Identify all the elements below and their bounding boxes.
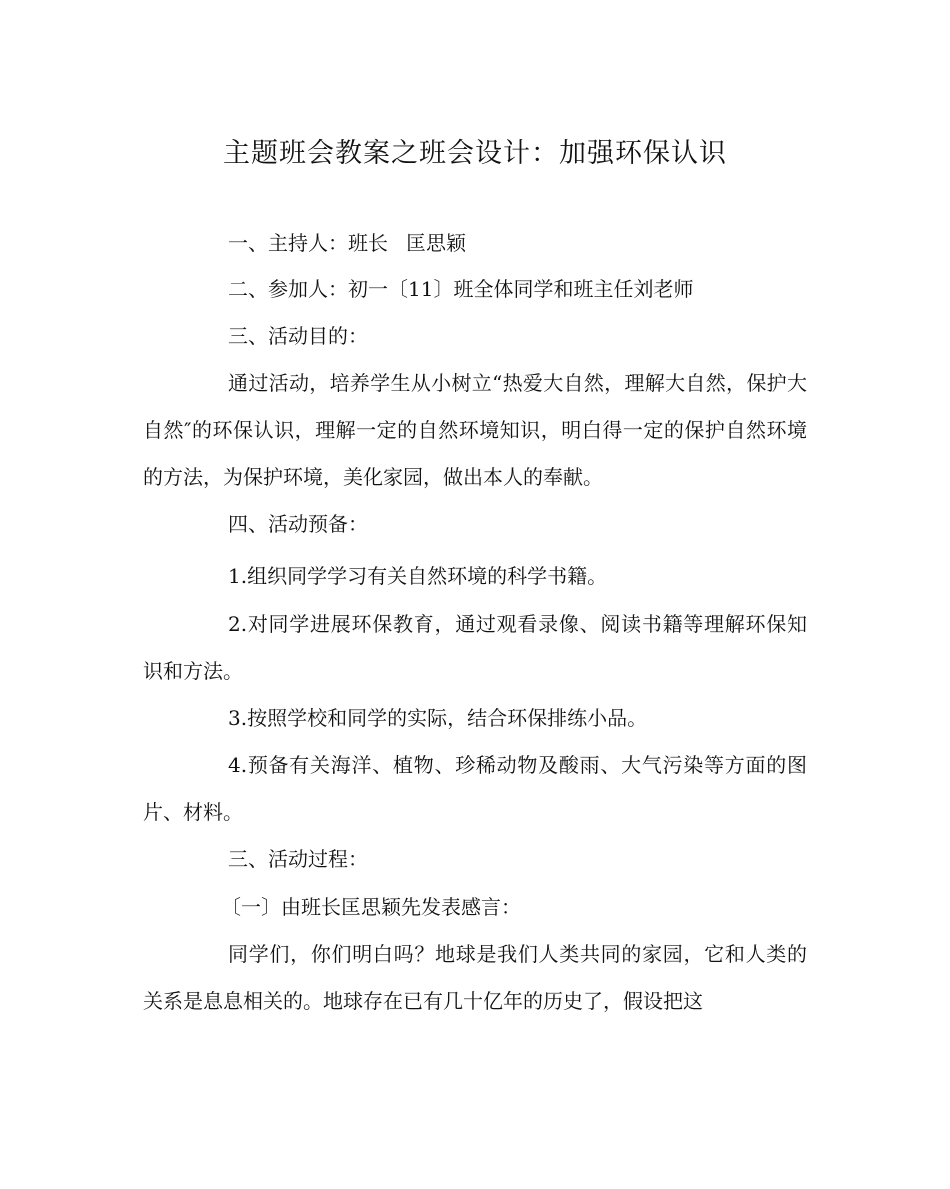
prep-item-1: 1.组织同学学习有关自然环境的科学书籍。 xyxy=(228,564,608,588)
host-name: 匡思颖 xyxy=(406,231,466,255)
host-line xyxy=(143,220,807,267)
process-sub-heading: 〔一〕由班长匡思颖先发表感言： xyxy=(221,895,521,919)
purpose-heading: 三、活动目的： xyxy=(228,324,368,348)
host-label: 一、主持人：班长 xyxy=(228,231,388,255)
prep-item-4: 4.预备有关海洋、植物、珍稀动物及酸雨、大气污染等方面的图片、材料。 xyxy=(143,753,807,824)
process-heading: 三、活动过程： xyxy=(228,847,368,871)
purpose-body: 通过活动，培养学生从小树立“热爱大自然，理解大自然，保护大自然″的环保认识，理解一定的自然环境知识，明白得一定的保护自然环境的方法，为保护环境，美化家园，做出本人的奉献。 xyxy=(143,371,807,489)
prep-heading: 四、活动预备： xyxy=(228,512,368,536)
speech-body: 同学们，你们明白吗？地球是我们人类共同的家园，它和人类的关系是息息相关的。地球存在已有几十亿年的历史了，假设把这 xyxy=(143,942,807,1013)
document-title: 主题班会教案之班会设计：加强环保认识 xyxy=(223,138,727,169)
prep-item-2: 2.对同学进展环保教育，通过观看录像、阅读书籍等理解环保知识和方法。 xyxy=(143,612,807,683)
participants-line: 二、参加人：初一〔11〕班全体同学和班主任刘老师 xyxy=(228,277,694,301)
prep-item-3: 3.按照学校和同学的实际，结合环保排练小品。 xyxy=(228,706,648,730)
